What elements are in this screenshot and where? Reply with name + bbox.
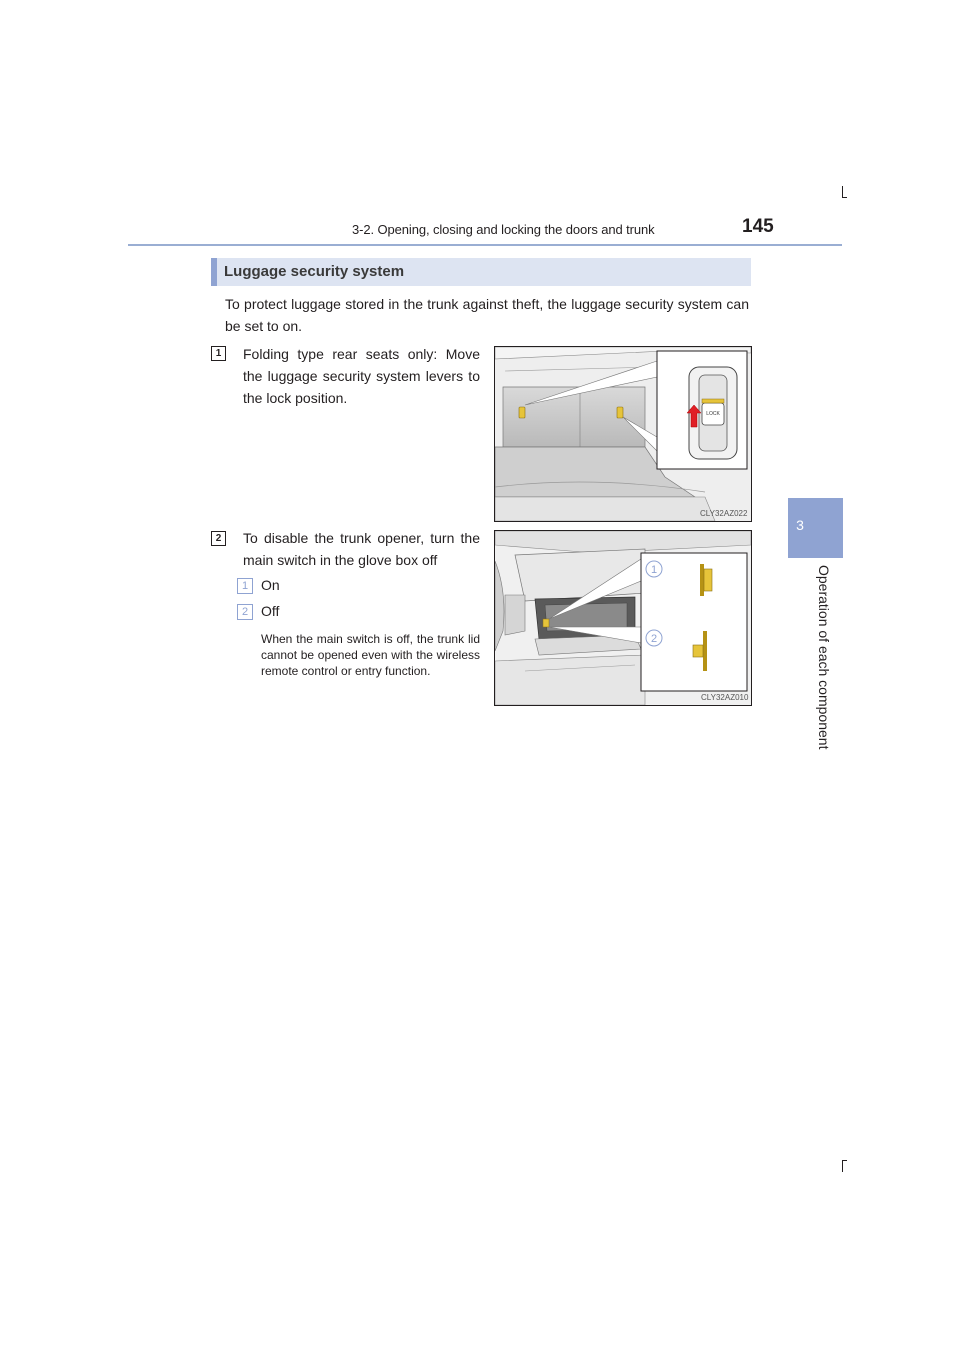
- page-number: 145: [742, 216, 774, 237]
- callout-on: 1: [650, 564, 658, 576]
- step-2-note: When the main switch is off, the trunk lid cannot be opened even with the wireless remote control or entry function.: [261, 632, 480, 678]
- glove-box-illustration: [494, 530, 752, 706]
- section-heading-bar: [211, 258, 217, 286]
- step-2-number: 2: [211, 531, 226, 546]
- section-heading: [211, 258, 751, 286]
- step-2-text: To disable the trunk opener, turn the main switch in the glove box off: [243, 530, 480, 568]
- section-intro: To protect luggage stored in the trunk against theft, the luggage security system can be set to on.: [225, 296, 749, 334]
- item-label-on: On: [261, 577, 280, 593]
- figure-code: CLY32AZ022: [700, 509, 748, 518]
- chapter-side-title: Operation of each component: [816, 565, 832, 750]
- glove-box-drawing: [495, 531, 751, 705]
- item-number-off: 2: [237, 604, 253, 620]
- figure-code: CLY32AZ010: [701, 693, 749, 702]
- item-label-off: Off: [261, 603, 280, 619]
- running-header: 3-2. Opening, closing and locking the doors and trunk: [352, 222, 655, 237]
- crop-mark-bottom-foot: [842, 1160, 847, 1161]
- trunk-drawing: [495, 347, 751, 521]
- step-1-text: Folding type rear seats only: Move the luggage security system levers to the lock position.: [243, 346, 480, 406]
- crop-mark-top-foot: [842, 197, 847, 198]
- trunk-illustration: [494, 346, 752, 522]
- crop-mark-bottom: [842, 1160, 843, 1172]
- item-number-on: 1: [237, 578, 253, 594]
- chapter-tab: [788, 498, 843, 558]
- callout-off: 2: [650, 633, 658, 645]
- header-rule: [128, 244, 842, 246]
- section-heading-title: Luggage security system: [224, 263, 405, 280]
- step-1-number: 1: [211, 346, 226, 361]
- lock-lever-label: LOCK: [706, 411, 720, 417]
- chapter-number: 3: [796, 517, 804, 533]
